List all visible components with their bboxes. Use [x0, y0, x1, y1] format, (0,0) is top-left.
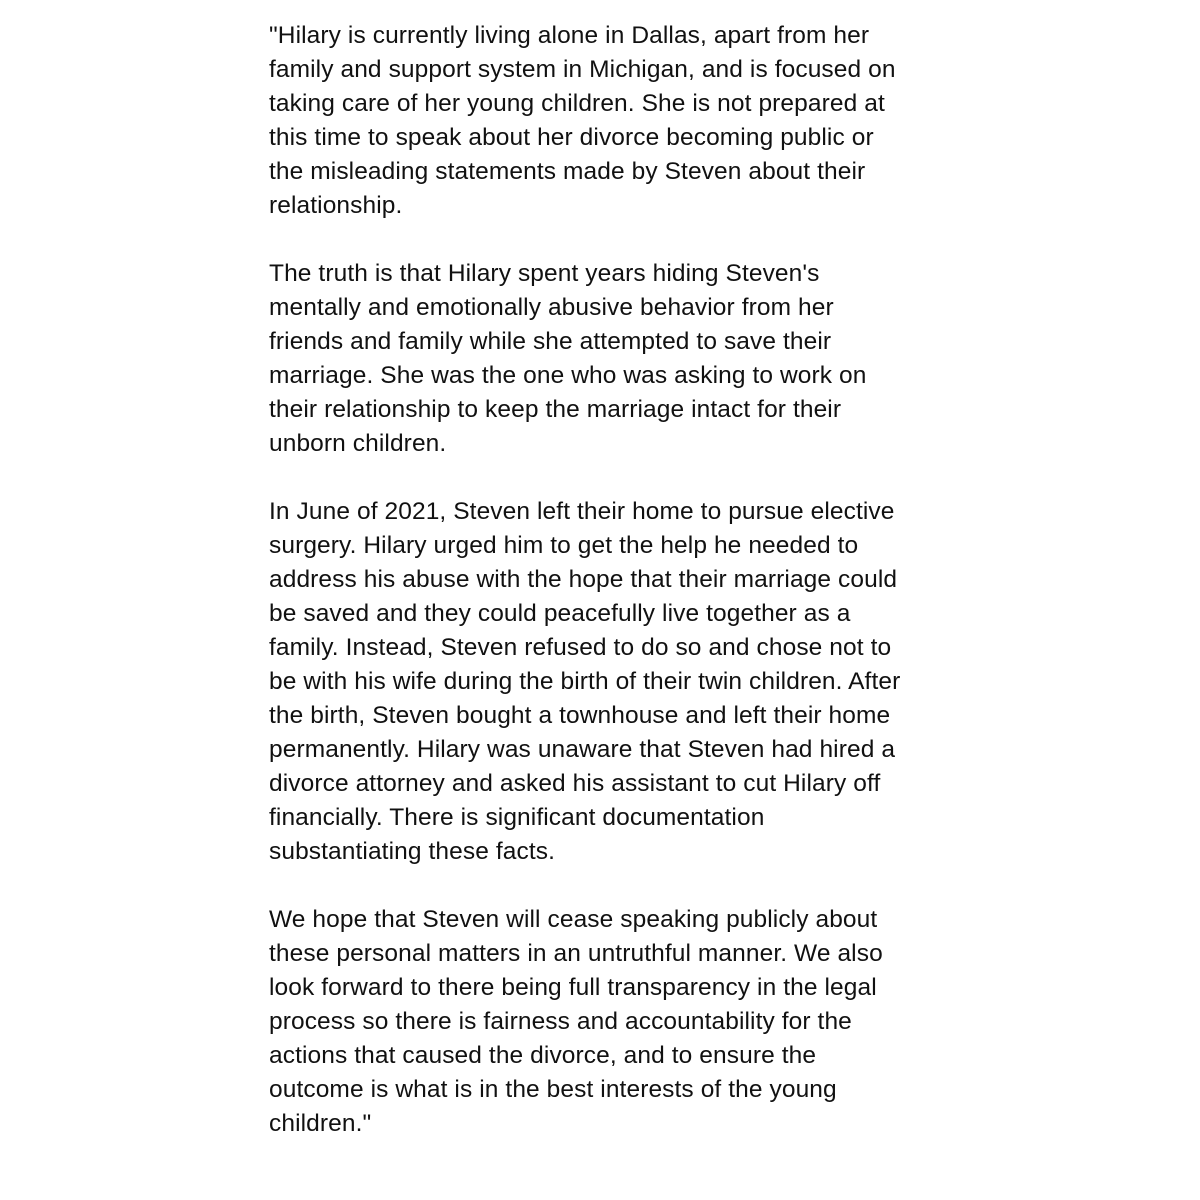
- text-line: family and support system in Michigan, and is focused on: [269, 56, 896, 83]
- text-line: relationship.: [269, 192, 403, 219]
- text-line: outcome is what is in the best interests of the young: [269, 1076, 837, 1103]
- text-line: taking care of her young children. She is not prepared at: [269, 90, 885, 117]
- text-line: divorce attorney and asked his assistant to cut Hilary off: [269, 770, 881, 797]
- text-line: look forward to there being full transparency in the legal: [269, 974, 877, 1001]
- text-line: process so there is fairness and accountability for the: [269, 1008, 852, 1035]
- text-line: family. Instead, Steven refused to do so and chose not to: [269, 634, 892, 661]
- text-line: mentally and emotionally abusive behavior from her: [269, 294, 834, 321]
- text-line: financially. There is significant documentation: [269, 804, 765, 831]
- text-line: address his abuse with the hope that their marriage could: [269, 566, 898, 593]
- text-line: substantiating these facts.: [269, 838, 555, 865]
- paragraph-3: [269, 495, 969, 869]
- text-line: The truth is that Hilary spent years hiding Steven's: [269, 260, 820, 287]
- text-line: their relationship to keep the marriage intact for their: [269, 396, 842, 423]
- text-line: be with his wife during the birth of their twin children. After: [269, 668, 901, 695]
- text-line: "Hilary is currently living alone in Dallas, apart from her: [269, 22, 870, 49]
- text-line: friends and family while she attempted to save their: [269, 328, 832, 355]
- text-line: marriage. She was the one who was asking to work on: [269, 362, 867, 389]
- text-line: these personal matters in an untruthful manner. We also: [269, 940, 883, 967]
- text-line: We hope that Steven will cease speaking publicly about: [269, 906, 878, 933]
- text-line: In June of 2021, Steven left their home to pursue elective: [269, 498, 895, 525]
- text-line: permanently. Hilary was unaware that Steven had hired a: [269, 736, 896, 763]
- text-line: children.": [269, 1110, 372, 1137]
- text-line: this time to speak about her divorce becoming public or: [269, 124, 874, 151]
- text-line: unborn children.: [269, 430, 447, 457]
- text-line: the misleading statements made by Steven about their: [269, 158, 866, 185]
- text-line: surgery. Hilary urged him to get the help he needed to: [269, 532, 859, 559]
- text-line: the birth, Steven bought a townhouse and left their home: [269, 702, 891, 729]
- paragraph-4: [269, 903, 969, 1141]
- text-line: be saved and they could peacefully live together as a: [269, 600, 851, 627]
- paragraph-2: [269, 257, 969, 461]
- paragraph-1: [269, 19, 969, 223]
- text-line: actions that caused the divorce, and to ensure the: [269, 1042, 817, 1069]
- statement-text: [269, 19, 969, 1141]
